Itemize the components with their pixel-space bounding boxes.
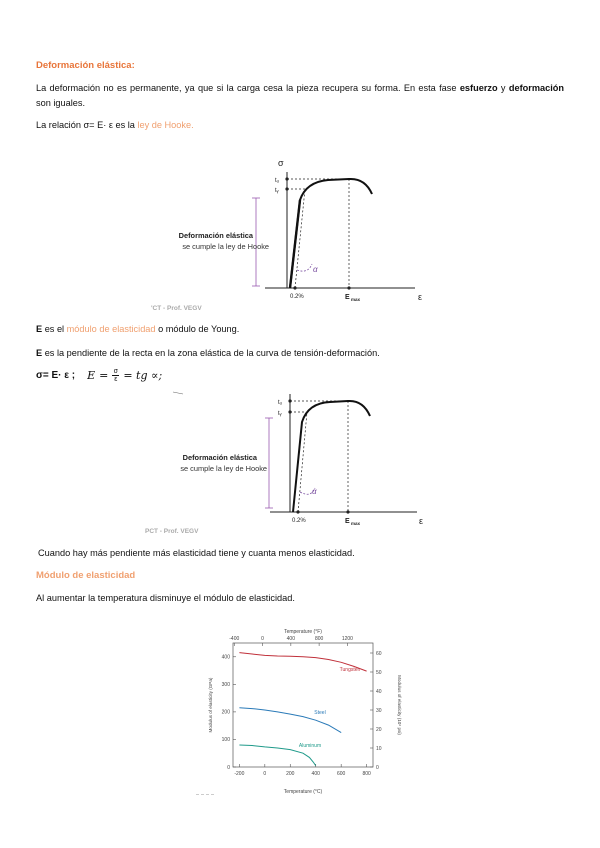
section-title-deformacion-elastica: Deformación elástica: bbox=[36, 60, 135, 71]
stress-strain-curve bbox=[290, 179, 372, 288]
series-label-tungsten: Tungsten bbox=[339, 667, 361, 673]
x-tick-label: 600 bbox=[337, 771, 346, 777]
line1-text: es el bbox=[42, 324, 67, 334]
para1-text-2: y bbox=[497, 83, 509, 93]
x-label-emax-2: E bbox=[345, 518, 350, 525]
formula-den: ε bbox=[114, 376, 118, 383]
paragraph-hooke bbox=[36, 118, 194, 133]
eps-label: ε bbox=[418, 292, 423, 302]
x-tick-label: -200 bbox=[234, 771, 245, 777]
para1-bold-deformacion: deformación bbox=[508, 83, 564, 93]
formula-left: σ= E· ε ; bbox=[36, 370, 76, 381]
section-title-modulo: Módulo de elasticidad bbox=[36, 570, 136, 581]
x-tick-label: 0 bbox=[263, 771, 267, 777]
y-right-tick-label: 40 bbox=[376, 688, 382, 695]
y-right-axis-label: Modulus of elasticity (10⁶ psi) bbox=[397, 675, 402, 735]
paragraph-temperatura: Al aumentar la temperatura disminuye el módulo de elasticidad. bbox=[36, 593, 295, 603]
x-label-emax: E bbox=[345, 294, 350, 301]
eps-label-2: ε bbox=[419, 516, 424, 526]
elastic-label-normal: se cumple la ley de Hooke bbox=[182, 242, 269, 251]
alpha-label: α bbox=[313, 265, 318, 274]
hooke-law-link[interactable]: ley de Hooke. bbox=[137, 120, 194, 130]
formula-eq: = bbox=[99, 369, 109, 382]
divider bbox=[196, 794, 214, 795]
y-tick-label: 0 bbox=[227, 764, 230, 771]
top-tick-label: 0 bbox=[261, 636, 264, 642]
y-tick-label: 100 bbox=[221, 737, 230, 744]
x-tick-label: 200 bbox=[286, 771, 295, 777]
y-right-tick-label: 10 bbox=[376, 745, 382, 752]
modulo-elasticidad-link[interactable]: módulo de elasticidad bbox=[66, 324, 156, 334]
tick-su: tᵤ bbox=[275, 178, 279, 184]
bold-E: E bbox=[36, 324, 43, 334]
stress-strain-figure-2 bbox=[145, 390, 435, 540]
tick-su-2: tᵤ bbox=[278, 400, 282, 406]
series-line-steel bbox=[239, 708, 341, 733]
top-tick-label: 800 bbox=[314, 636, 324, 642]
series-label-aluminum: Aluminum bbox=[298, 743, 322, 749]
x-tick-label: 400 bbox=[311, 771, 320, 777]
y-right-tick-label: 30 bbox=[376, 707, 382, 714]
y-right-tick-label: 60 bbox=[376, 650, 382, 657]
top-tick-label: 400 bbox=[286, 636, 296, 642]
x-label-emax-sub: max bbox=[351, 297, 361, 302]
formula-right: = tg ∝; bbox=[123, 369, 163, 382]
y-axis-label: Modulus of elasticity (GPa) bbox=[208, 677, 213, 733]
bold-E-2: E bbox=[36, 348, 43, 358]
top-axis-label: Temperature (°F) bbox=[284, 629, 322, 635]
tick-sy-2: tᵧ bbox=[278, 411, 282, 417]
stress-strain-figure-1 bbox=[150, 150, 440, 320]
elastic-label-bold: Deformación elástica bbox=[178, 231, 253, 240]
paragraph-deformacion bbox=[36, 81, 564, 111]
watermark-2: PCT - Prof. VEGV bbox=[145, 528, 199, 535]
x-axis-label: Temperature (°C) bbox=[283, 789, 323, 795]
elastic-label-bold-2: Deformación elástica bbox=[182, 453, 257, 462]
modulus-temperature-chart bbox=[200, 627, 410, 797]
line2-text: es la pendiente de la recta en la zona elástica de la curva de tensión-deformación. bbox=[42, 348, 380, 358]
alpha-label-2: α bbox=[312, 487, 317, 496]
y-right-tick-label: 0 bbox=[376, 764, 379, 771]
top-tick-label: -400 bbox=[229, 636, 240, 642]
para1-bold-esfuerzo: esfuerzo bbox=[459, 83, 498, 93]
line1-text-2: o módulo de Young. bbox=[155, 324, 240, 334]
formula-fraction bbox=[112, 368, 119, 383]
sigma-label: σ bbox=[278, 158, 284, 168]
tick-sy: tᵧ bbox=[275, 188, 279, 194]
y-right-tick-label: 20 bbox=[376, 726, 382, 733]
top-tick-label: 1200 bbox=[341, 636, 353, 642]
elastic-label-normal-2: se cumple la ley de Hooke bbox=[180, 464, 267, 473]
y-tick-label: 300 bbox=[221, 682, 230, 689]
series-label-steel: Steel bbox=[314, 710, 326, 716]
watermark: 'CT - Prof. VEGV bbox=[151, 305, 202, 312]
x-tick-label: 800 bbox=[362, 771, 371, 777]
paragraph-pendiente bbox=[36, 346, 380, 361]
y-tick-label: 400 bbox=[221, 654, 230, 661]
paragraph-pendiente-elasticidad: Cuando hay más pendiente más elasticidad tiene y cuanta menos elasticidad. bbox=[38, 548, 355, 558]
paragraph-modulo-young bbox=[36, 322, 239, 337]
y-tick-label: 200 bbox=[221, 709, 230, 716]
formula bbox=[36, 368, 162, 383]
x-label-emax-sub-2: max bbox=[351, 521, 361, 526]
formula-E: E bbox=[87, 369, 96, 382]
para1-text: La deformación no es permanente, ya que si la carga cesa la pieza recupera su forma. En esta fase bbox=[36, 83, 460, 93]
x-label-02-2: 0.2% bbox=[292, 518, 306, 524]
para2-text: La relación σ= E· ε es la bbox=[36, 120, 138, 130]
para1-text-3: son iguales. bbox=[36, 98, 86, 108]
x-label-02: 0.2% bbox=[290, 294, 304, 300]
y-right-tick-label: 50 bbox=[376, 669, 382, 676]
formula-num: σ bbox=[113, 368, 118, 375]
